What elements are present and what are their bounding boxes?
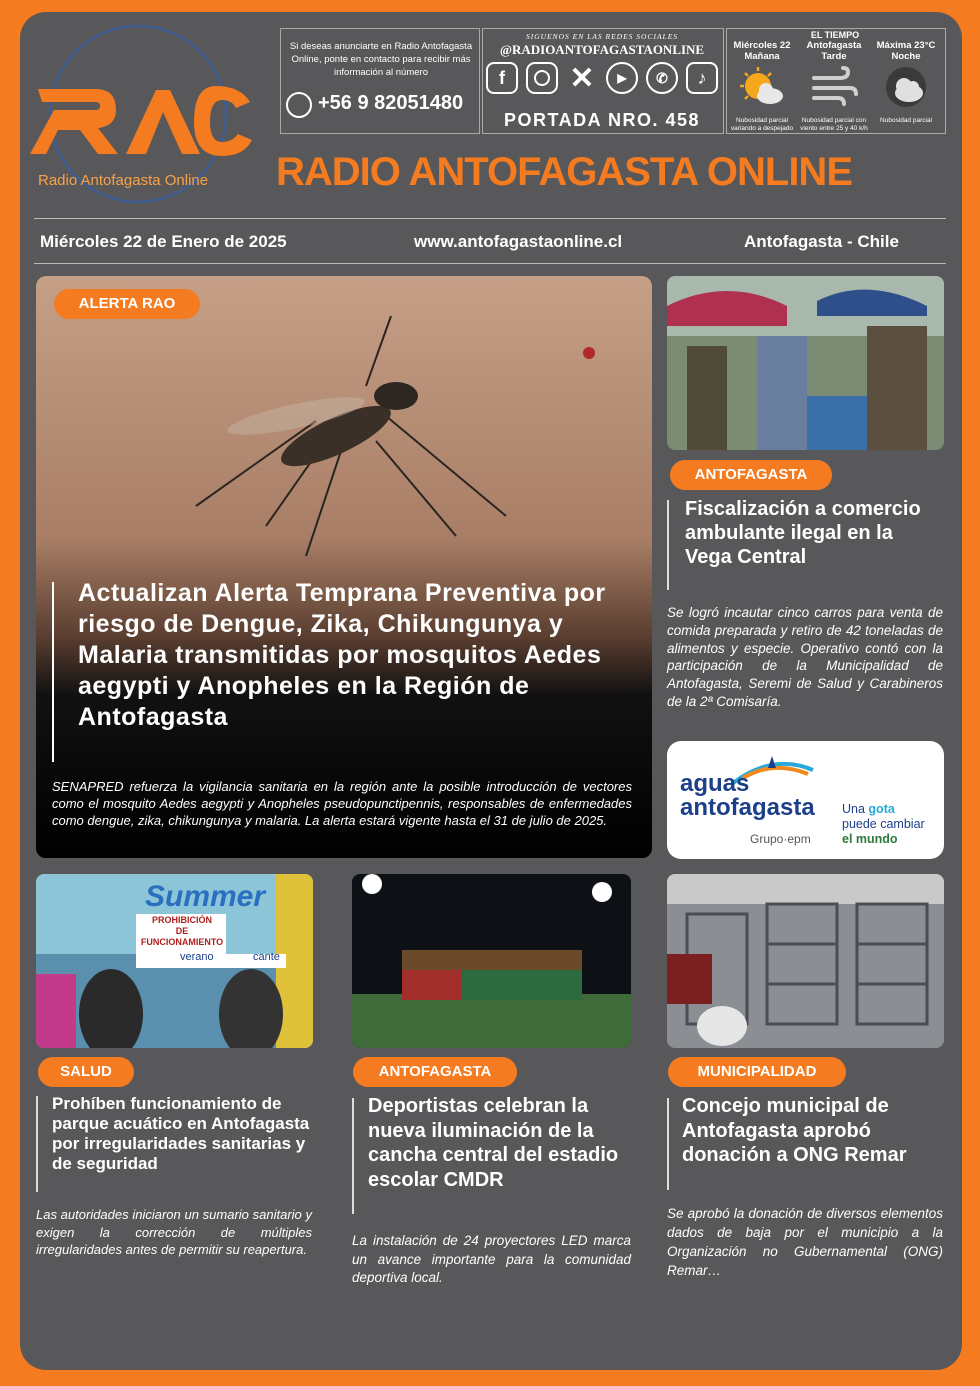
mosquito-photo [36,276,652,858]
divider [34,218,946,219]
weather-title: EL TIEMPO [810,30,860,40]
youtube-icon[interactable]: ▶ [606,62,638,94]
weather-desc: Nubosidad parcial variando a despejado [730,117,794,132]
weather-period: Mañana [744,51,780,62]
card-badge-antofagasta[interactable]: ANTOFAGASTA [353,1057,517,1087]
side-title[interactable]: Fiscalización a comercio ambulante ilegal en la Vega Central [685,498,921,568]
weather-day: Miércoles 22 [733,40,791,51]
hero-title-bar [52,582,54,762]
card-summary: La instalación de 24 proyectores LED marca un avance importante para la comunidad deportiva local. [352,1233,631,1285]
hero-title[interactable]: Actualizan Alerta Temprana Preventiva por riesgo de Dengue, Zika, Chikungunya y Malaria transmitidas por mosquitos Aedes aegypti y Anopheles en la Región de Antofagasta [78,579,606,731]
side-title-bar [667,500,669,590]
card-summary: Las autoridades iniciaron un sumario sanitario y exigen la corrección de múltiples irregularidades antes de permitir su reapertura. [36,1207,312,1257]
ad-brand-2: antofagasta [680,794,815,821]
ad-slogan-gota: gota [868,802,895,816]
ad-slogan-1: Una [842,802,865,816]
ad-group: Grupo·epm [750,832,811,846]
card-title-bar [36,1096,38,1192]
card-title[interactable]: Concejo municipal de Antofagasta aprobó donación a ONG Remar [682,1095,907,1166]
whatsapp-icon[interactable]: ✆ [646,62,678,94]
card-badge-municipalidad[interactable]: MUNICIPALIDAD [668,1057,846,1087]
storage-photo[interactable] [667,874,944,1048]
card-title[interactable]: Prohíben funcionamiento de parque acuático en Antofagasta por irregularidades sanitarias y de seguridad [52,1094,310,1173]
hero-badge[interactable]: ALERTA RAO [54,289,200,319]
weather-period: Noche [891,51,921,62]
card-title-bar [667,1098,669,1190]
weather-afternoon [798,40,870,133]
portada-number: PORTADA NRO. 458 [503,110,701,130]
divider [34,263,946,264]
prohibition-sign [138,915,226,948]
card-summary: Se aprobó la donación de diversos elementos dados de baja por el municipio a la Organización no Gubernamental (ONG) Remar… [667,1206,943,1278]
card-title-bar [352,1098,354,1214]
sun-cloud-icon [738,66,786,108]
sign-line-2: DE FUNCIONAMIENTO [140,926,224,947]
facebook-icon[interactable]: f [486,62,518,94]
sign-line-1: PROHIBICIÓN [151,915,212,925]
banner-summer: Summer [145,880,266,913]
card-title[interactable]: Deportistas celebran la nueva iluminación de la cancha central del estadio escolar CMDR [368,1095,619,1191]
ad-slogan-3: el mundo [842,832,898,846]
tiktok-icon[interactable]: ♪ [686,62,718,94]
phone-number[interactable]: +56 9 82051480 [318,92,464,114]
weather-desc: Nubosidad parcial con viento entre 25 y 40 k/h [800,117,868,132]
ad-slogan [842,802,925,847]
weather-city: Antofagasta [806,40,862,51]
logo-caption: Radio Antofagasta Online [38,172,209,189]
site-url[interactable]: www.antofagastaonline.cl [414,232,623,251]
location-text: Antofagasta - Chile [744,232,899,251]
weather-morning [726,40,798,133]
social-caption: SIGUENOS EN LAS REDES SOCIALES [525,32,679,41]
weather-night [870,40,942,125]
social-icons [486,62,718,102]
vega-photo[interactable] [667,276,944,450]
hero-summary: SENAPRED refuerza la vigilancia sanitaria en la región ante la posible introducción de vectores como el mosquito Aedes aegypti y Anopheles pseudopunctipennis, responsables de enfermedades como dengue, zika, chikungunya y malaria. La alerta estará vigente hasta el 31 de julio de 2025. [52,779,632,828]
ad-info-text: Si deseas anunciarte en Radio Antofagasta Online, ponte en contacto para recibir más información al número [289,41,473,78]
social-handle[interactable]: @RADIOANTOFAGASTAONLINE [499,42,705,57]
ad-slogan-2: puede cambiar [842,817,925,831]
side-badge[interactable]: ANTOFAGASTA [670,460,832,490]
banner-cante: cante [253,951,280,963]
moon-cloud-icon [882,66,930,108]
side-summary: Se logró incautar cinco carros para venta de comida preparada y retiro de 42 toneladas de alimentos y especie. Operativo contó con la participación de la Municipalidad de Antofagasta, Seremi de Salud y Carabineros de la 2ª Comisaría. [667,605,943,709]
wind-icon [810,66,858,108]
whatsapp-icon [286,92,312,118]
stadium-photo[interactable] [352,874,631,1048]
weather-period: Tarde [821,51,847,62]
weather-max: Máxima 23°C [876,40,936,51]
x-icon[interactable]: ✕ [569,61,595,95]
card-badge-salud[interactable]: SALUD [38,1057,134,1087]
date-text: Miércoles 22 de Enero de 2025 [40,232,287,251]
weather-desc: Nubosidad parcial [879,117,933,124]
hero-article[interactable] [36,276,652,858]
banner-verano: verano [180,951,214,963]
instagram-icon[interactable] [526,62,558,94]
publication-title: RADIO ANTOFAGASTA ONLINE [276,150,852,194]
ad-brand-1: aguas [680,770,750,797]
